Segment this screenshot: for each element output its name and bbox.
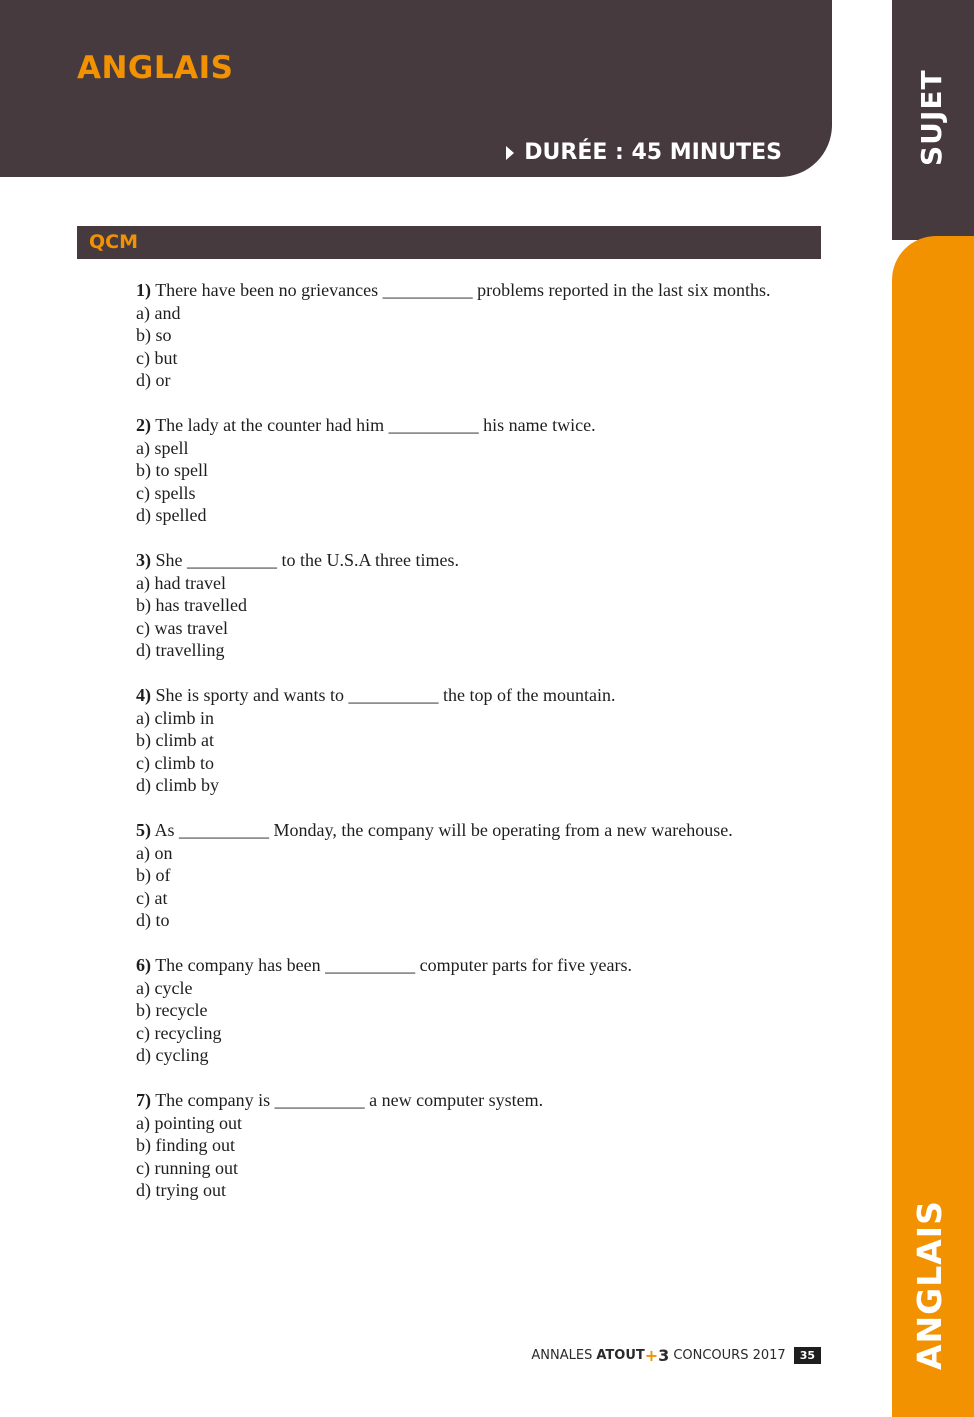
question-3 [136, 549, 821, 662]
option-a: a) on [136, 842, 173, 863]
question-text: As __________ Monday, the company will be operating from a new warehouse. [154, 820, 733, 840]
question-number: 7) [136, 1090, 151, 1110]
option-a: a) climb in [136, 707, 214, 728]
question-number: 5) [136, 820, 151, 840]
option-c: c) was travel [136, 617, 228, 638]
side-label-sujet: SUJET [915, 69, 948, 166]
option-d: d) spelled [136, 505, 207, 525]
option-b: b) recycle [136, 1000, 208, 1020]
option-c: c) spells [136, 482, 196, 503]
question-7 [136, 1089, 821, 1202]
question-number: 6) [136, 955, 151, 975]
side-label-anglais: ANGLAIS [910, 1200, 949, 1370]
question-text: The company is __________ a new computer system. [155, 1090, 544, 1110]
option-a: a) had travel [136, 572, 226, 593]
page-number: 35 [794, 1347, 821, 1364]
duration-text: DURÉE : 45 MINUTES [524, 140, 782, 165]
option-b: b) of [136, 865, 171, 885]
option-b: b) so [136, 325, 172, 345]
question-text: She is sporty and wants to __________ the top of the mountain. [155, 685, 616, 705]
question-text: The company has been __________ computer parts for five years. [155, 955, 633, 975]
question-list [136, 279, 821, 1224]
question-4 [136, 684, 821, 797]
option-b: b) to spell [136, 460, 208, 480]
option-d: d) climb by [136, 775, 219, 795]
option-c: c) recycling [136, 1022, 222, 1043]
section-bar [77, 226, 821, 259]
question-text: The lady at the counter had him __________ his name twice. [155, 415, 596, 435]
footer-three: 3 [658, 1346, 670, 1365]
question-text: She __________ to the U.S.A three times. [155, 550, 459, 570]
option-d: d) or [136, 370, 171, 390]
question-6 [136, 954, 821, 1067]
option-b: b) has travelled [136, 595, 247, 615]
question-number: 4) [136, 685, 151, 705]
subject-title: ANGLAIS [77, 50, 234, 86]
option-d: d) travelling [136, 640, 225, 660]
option-c: c) climb to [136, 752, 214, 773]
question-number: 3) [136, 550, 151, 570]
question-number: 2) [136, 415, 151, 435]
option-a: a) cycle [136, 977, 193, 998]
footer-annales: ANNALES [531, 1348, 593, 1363]
footer-plus: + [644, 1346, 659, 1365]
header-band [0, 0, 832, 177]
question-2 [136, 414, 821, 527]
option-d: d) cycling [136, 1045, 209, 1065]
question-5 [136, 819, 821, 932]
footer-concours: CONCOURS 2017 [673, 1348, 786, 1363]
option-a: a) and [136, 302, 181, 323]
option-c: c) but [136, 347, 178, 368]
question-1 [136, 279, 821, 392]
triangle-right-icon [506, 146, 514, 160]
option-b: b) climb at [136, 730, 214, 750]
option-a: a) pointing out [136, 1112, 242, 1133]
footer-brand: ATOUT [596, 1348, 645, 1363]
option-b: b) finding out [136, 1135, 235, 1155]
section-title: QCM [89, 231, 139, 253]
option-d: d) to [136, 910, 170, 930]
page-footer [531, 1346, 821, 1365]
option-d: d) trying out [136, 1180, 226, 1200]
question-number: 1) [136, 280, 151, 300]
duration-label [506, 140, 782, 165]
option-c: c) running out [136, 1157, 238, 1178]
question-text: There have been no grievances __________ problems reported in the last six months. [155, 280, 771, 300]
option-a: a) spell [136, 437, 189, 458]
option-c: c) at [136, 887, 168, 908]
